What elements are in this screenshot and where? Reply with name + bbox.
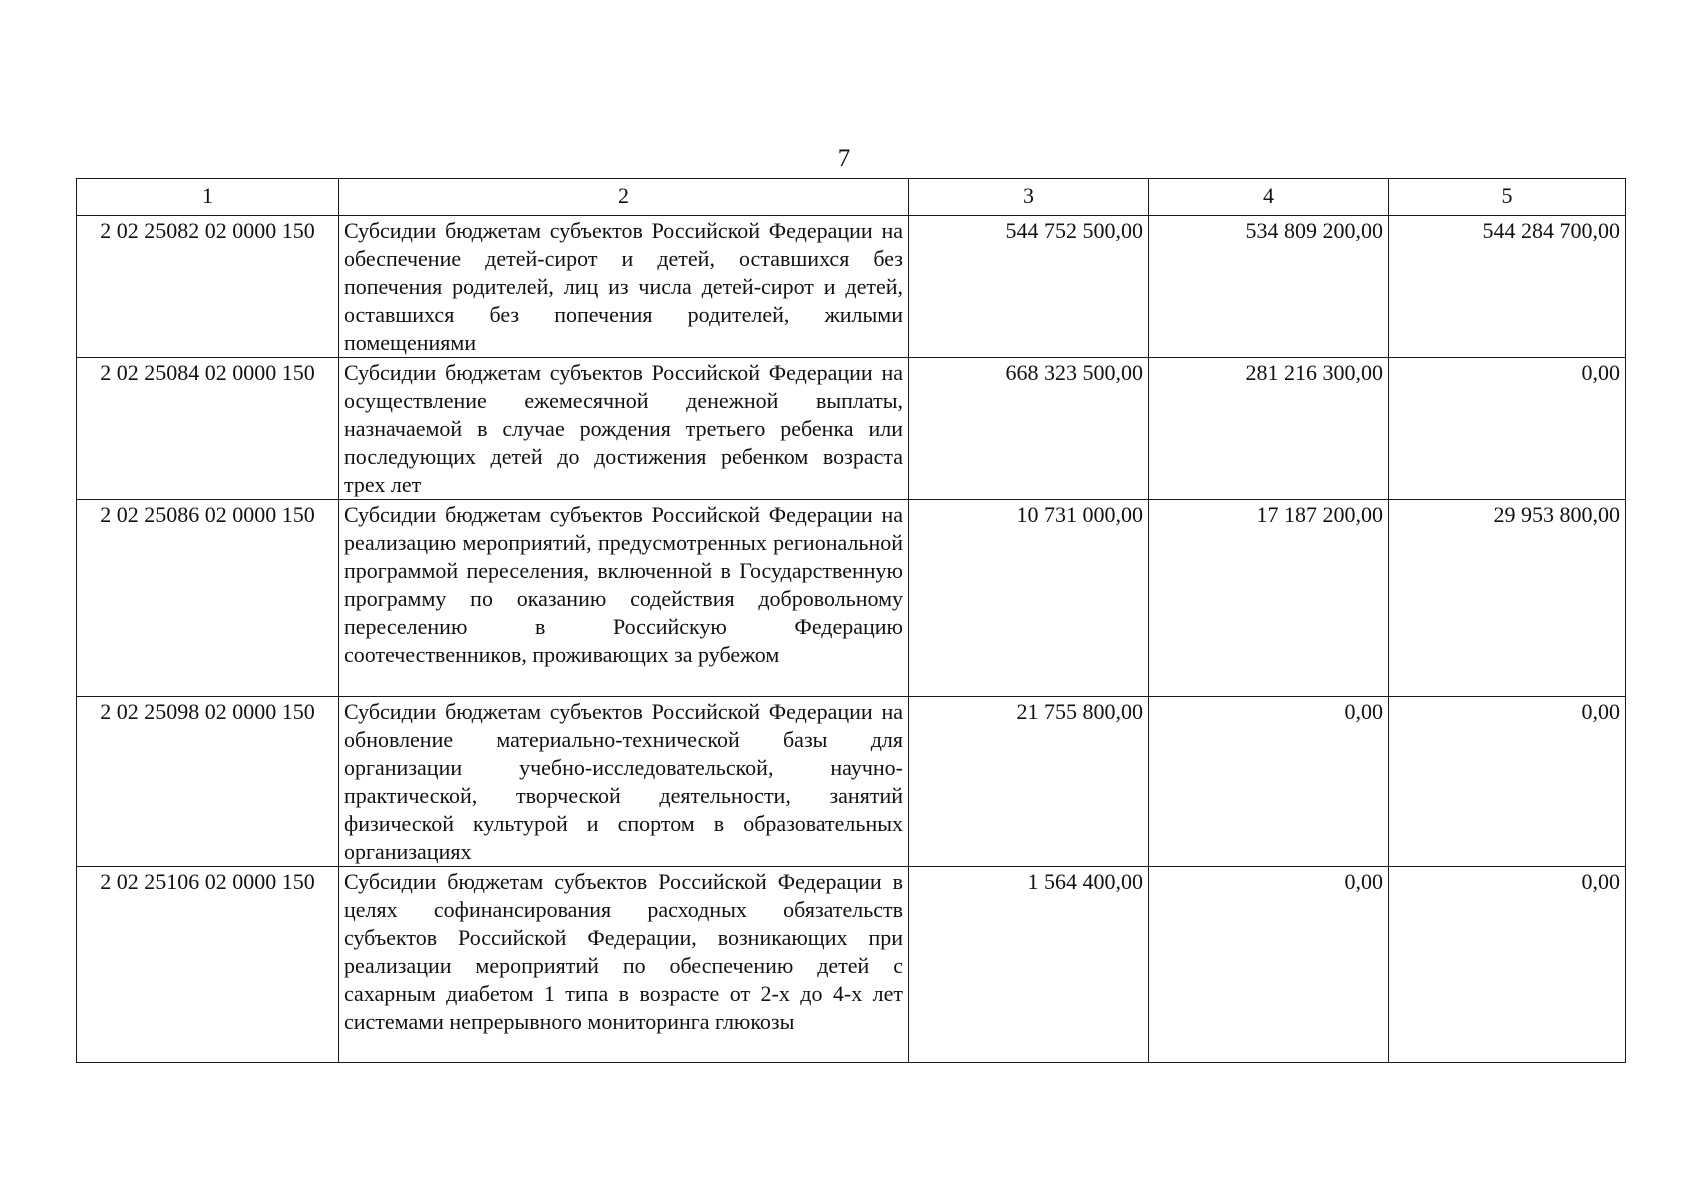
revenue-name-cell: Субсидии бюджетам субъектов Российской Федерации на обновление материально-технической базы для организации учебно-исследовательской, научно-практической, творческой деятельности, занятий физической культурой и спортом в образовательных организациях <box>339 697 909 867</box>
amount-col4-cell: 17 187 200,00 <box>1149 500 1389 697</box>
page-number <box>0 144 1698 174</box>
budget-code-cell: 2 02 25106 02 0000 150 <box>77 867 339 1063</box>
amount-col3-cell: 544 752 500,00 <box>909 216 1149 358</box>
amount-col5-cell: 0,00 <box>1389 358 1626 500</box>
page-number-text: 7 <box>837 145 851 172</box>
revenue-name-cell: Субсидии бюджетам субъектов Российской Федерации на обеспечение детей-сирот и детей, оставшихся без попечения родителей, лиц из числа детей-сирот и детей, оставшихся без попечения родителей, жилыми помещениями <box>339 216 909 358</box>
amount-col3-cell: 10 731 000,00 <box>909 500 1149 697</box>
amount-col3-cell: 21 755 800,00 <box>909 697 1149 867</box>
amount-col4-cell: 281 216 300,00 <box>1149 358 1389 500</box>
table-row <box>77 358 1626 500</box>
revenue-name-cell: Субсидии бюджетам субъектов Российской Федерации на осуществление ежемесячной денежной выплаты, назначаемой в случае рождения третьего ребенка или последующих детей до достижения ребенком возраста трех лет <box>339 358 909 500</box>
table-header-row <box>77 179 1626 216</box>
column-header-amount-3: 3 <box>909 179 1149 216</box>
amount-col4-cell: 0,00 <box>1149 697 1389 867</box>
amount-col5-cell: 0,00 <box>1389 867 1626 1063</box>
table-row <box>77 867 1626 1063</box>
amount-col3-cell: 1 564 400,00 <box>909 867 1149 1063</box>
amount-col4-cell: 0,00 <box>1149 867 1389 1063</box>
amount-col3-cell: 668 323 500,00 <box>909 358 1149 500</box>
budget-code-cell: 2 02 25082 02 0000 150 <box>77 216 339 358</box>
revenue-name-cell: Субсидии бюджетам субъектов Российской Федерации в целях софинансирования расходных обязательств субъектов Российской Федерации, возникающих при реализации мероприятий по обеспечению детей с сахарным диабетом 1 типа в возрасте от 2-х до 4-х лет системами непрерывного мониторинга глюкозы <box>339 867 909 1063</box>
column-header-name: 2 <box>339 179 909 216</box>
amount-col5-cell: 544 284 700,00 <box>1389 216 1626 358</box>
budget-revenue-table <box>76 178 1626 1063</box>
table-row <box>77 697 1626 867</box>
budget-code-cell: 2 02 25084 02 0000 150 <box>77 358 339 500</box>
column-header-amount-4: 4 <box>1149 179 1389 216</box>
column-header-amount-5: 5 <box>1389 179 1626 216</box>
column-header-code: 1 <box>77 179 339 216</box>
budget-code-cell: 2 02 25086 02 0000 150 <box>77 500 339 697</box>
revenue-name-cell: Субсидии бюджетам субъектов Российской Федерации на реализацию мероприятий, предусмотренных региональной программой переселения, включенной в Государственную программу по оказанию содействия добровольному переселению в Российскую Федерацию соотечественников, проживающих за рубежом <box>339 500 909 697</box>
amount-col5-cell: 29 953 800,00 <box>1389 500 1626 697</box>
amount-col4-cell: 534 809 200,00 <box>1149 216 1389 358</box>
amount-col5-cell: 0,00 <box>1389 697 1626 867</box>
table-row <box>77 500 1626 697</box>
table-row <box>77 216 1626 358</box>
budget-code-cell: 2 02 25098 02 0000 150 <box>77 697 339 867</box>
